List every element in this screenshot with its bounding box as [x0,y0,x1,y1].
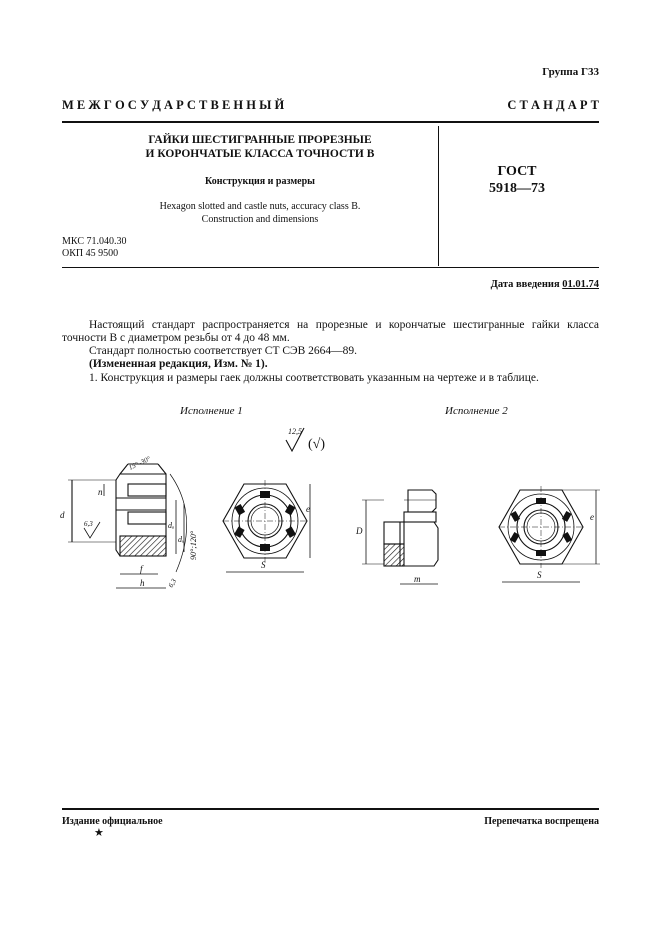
roughness-value: 12,5 [288,427,302,436]
variant-2-side-view [355,490,438,584]
dim-s-variant-1: S [261,560,266,570]
dim-d: d [60,510,65,520]
roughness-paren: (√) [308,437,326,452]
star-mark: ★ [94,827,104,839]
dim-n: n [98,487,103,497]
roughness-6-3-bottom: 6,3 [166,577,179,589]
gost-number: 5918—73 [489,181,545,196]
dim-angle: 90°;120° [189,530,198,560]
dim-m: m [414,574,421,584]
gost-label: ГОСТ [497,164,537,179]
bottom-rule [62,808,599,810]
dim-e-variant-1: e [306,504,310,514]
okp-code: ОКП 45 9500 [62,248,119,259]
variant-2-caption: Исполнение 2 [445,405,508,417]
variant-1-side-view [60,455,198,589]
dim-e-variant-2: e [590,512,594,522]
variant-1-caption: Исполнение 1 [180,405,243,417]
mks-code: МКС 71.040.30 [62,236,127,247]
dim-f: f [140,564,143,574]
variant-2-top-view [499,486,600,582]
paragraph-scope: Настоящий стандарт распространяется на прорезные и корончатые шестигранные гайки класса точности В с диаметром резьбы от 4 до 48 мм. [62,319,599,344]
group-code: Группа Г33 [542,66,599,78]
effective-date-value: 01.01.74 [562,279,599,290]
variant-1-top-view [223,480,310,572]
dim-da: dₐ [168,521,175,530]
title-line-2: И КОРОНЧАТЫЕ КЛАССА ТОЧНОСТИ В [145,148,375,160]
roughness-symbol [286,427,325,452]
banner-word-standard: С Т А Н Д А Р Т [507,98,599,112]
paragraph-amendment: (Измененная редакция, Изм. № 1). [89,358,268,370]
dim-D: D [356,526,363,536]
english-title-line-2: Construction and dimensions [201,214,319,225]
dim-h: h [140,578,145,588]
effective-date-label: Дата введения [490,279,560,290]
roughness-6-3-left: 6,3 [84,520,93,528]
dim-s-variant-2: S [537,570,542,580]
title-line-1: ГАЙКИ ШЕСТИГРАННЫЕ ПРОРЕЗНЫЕ [148,134,372,146]
document-subtitle: Конструкция и размеры [205,176,315,187]
dim-dw: dᵤ [178,535,185,544]
dim-angle-top: 15°–30° [127,454,152,472]
reprint-prohibited-label: Перепечатка воспрещена [484,816,599,827]
paragraph-clause-1: 1. Конструкция и размеры гаек должны соответствовать указанным на чертеже и в таблице. [89,372,539,384]
paragraph-compliance: Стандарт полностью соответствует СТ СЭВ 2664—89. [89,345,358,357]
english-title-line-1: Hexagon slotted and castle nuts, accuracy class B. [159,201,361,212]
banner-word-interstate: М Е Ж Г О С У Д А Р С Т В Е Н Н Ы Й [62,98,285,112]
official-edition-label: Издание официальное [62,816,163,827]
